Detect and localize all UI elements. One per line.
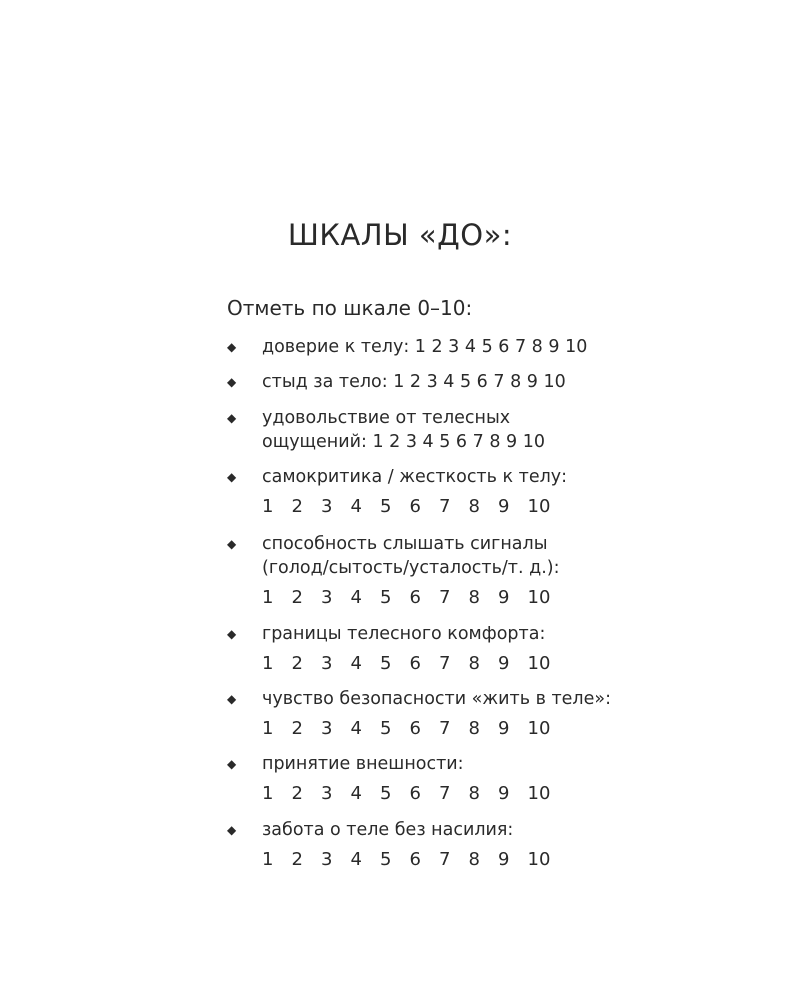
bullet-icon: ◆ xyxy=(227,470,237,484)
item-label-line: стыд за тело: 1 2 3 4 5 6 7 8 9 10 xyxy=(262,372,566,392)
scale-number: 8 xyxy=(468,718,480,739)
scale-number: 10 xyxy=(527,587,551,608)
scale-number: 1 xyxy=(262,653,274,674)
bullet-icon: ◆ xyxy=(227,823,237,837)
item-label xyxy=(262,622,632,646)
scale-number: 3 xyxy=(321,718,333,739)
scale-number: 5 xyxy=(380,653,392,674)
rating-scale xyxy=(262,848,557,872)
item-label xyxy=(262,818,632,842)
scale-number: 6 xyxy=(409,587,421,608)
bullet-icon: ◆ xyxy=(227,757,237,771)
scale-number: 6 xyxy=(409,783,421,804)
scale-number: 4 xyxy=(350,587,362,608)
scale-number: 7 xyxy=(439,496,451,517)
scale-number: 7 xyxy=(439,849,451,870)
scale-number: 5 xyxy=(380,496,392,517)
scale-number: 4 xyxy=(350,496,362,517)
scale-number: 10 xyxy=(527,783,551,804)
item-label-line: самокритика / жесткость к телу: xyxy=(262,467,568,487)
scale-number: 3 xyxy=(321,849,333,870)
item-label-line: доверие к телу: 1 2 3 4 5 6 7 8 9 10 xyxy=(262,337,588,357)
scale-number: 2 xyxy=(291,783,303,804)
scale-number: 1 xyxy=(262,718,274,739)
scale-number: 1 xyxy=(262,587,274,608)
scale-number: 5 xyxy=(380,849,392,870)
scale-number: 9 xyxy=(498,587,510,608)
scale-number: 10 xyxy=(527,496,551,517)
rating-scale xyxy=(262,652,557,676)
intro-text: Отметь по шкале 0–10: xyxy=(227,296,473,320)
scale-number: 10 xyxy=(527,653,551,674)
scale-number: 8 xyxy=(468,587,480,608)
scale-number: 3 xyxy=(321,783,333,804)
item-label xyxy=(262,687,632,711)
scale-number: 7 xyxy=(439,587,451,608)
scale-number: 5 xyxy=(380,587,392,608)
scale-number: 5 xyxy=(380,718,392,739)
item-label-line: удовольствие от телесных xyxy=(262,408,511,428)
item-label xyxy=(262,752,632,776)
scale-number: 7 xyxy=(439,653,451,674)
rating-scale xyxy=(262,495,557,519)
scale-number: 1 xyxy=(262,783,274,804)
scale-number: 6 xyxy=(409,849,421,870)
scale-number: 7 xyxy=(439,783,451,804)
scale-number: 5 xyxy=(380,783,392,804)
item-label xyxy=(262,465,632,489)
item-label xyxy=(262,532,632,580)
scale-number: 3 xyxy=(321,587,333,608)
scale-number: 10 xyxy=(527,849,551,870)
item-label xyxy=(262,406,632,454)
scale-number: 2 xyxy=(291,587,303,608)
scale-number: 6 xyxy=(409,653,421,674)
scale-number: 10 xyxy=(527,718,551,739)
scale-number: 8 xyxy=(468,849,480,870)
scale-number: 1 xyxy=(262,849,274,870)
scale-number: 2 xyxy=(291,653,303,674)
scale-number: 8 xyxy=(468,783,480,804)
item-label xyxy=(262,370,632,394)
scale-number: 6 xyxy=(409,718,421,739)
bullet-icon: ◆ xyxy=(227,537,237,551)
item-label xyxy=(262,335,632,359)
item-label-line: забота о теле без насилия: xyxy=(262,820,514,840)
rating-scale xyxy=(262,586,557,610)
scale-number: 8 xyxy=(468,653,480,674)
scale-number: 9 xyxy=(498,783,510,804)
item-label-line: (голод/сытость/усталость/т. д.): xyxy=(262,558,560,578)
scale-number: 9 xyxy=(498,718,510,739)
item-label-line: принятие внешности: xyxy=(262,754,464,774)
rating-scale xyxy=(262,782,557,806)
item-label-line: способность слышать сигналы xyxy=(262,534,548,554)
item-label-line: ощущений: 1 2 3 4 5 6 7 8 9 10 xyxy=(262,432,545,452)
scale-number: 8 xyxy=(468,496,480,517)
bullet-icon: ◆ xyxy=(227,411,237,425)
scale-number: 9 xyxy=(498,849,510,870)
scale-number: 4 xyxy=(350,783,362,804)
scale-number: 2 xyxy=(291,496,303,517)
scale-number: 3 xyxy=(321,653,333,674)
rating-scale xyxy=(262,717,557,741)
page-title: ШКАЛЫ «ДО»: xyxy=(287,218,513,252)
scale-number: 3 xyxy=(321,496,333,517)
bullet-icon: ◆ xyxy=(227,627,237,641)
scale-number: 2 xyxy=(291,718,303,739)
item-label-line: границы телесного комфорта: xyxy=(262,624,546,644)
scale-number: 4 xyxy=(350,718,362,739)
scale-number: 9 xyxy=(498,496,510,517)
item-label-line: чувство безопасности «жить в теле»: xyxy=(262,689,611,709)
scale-number: 6 xyxy=(409,496,421,517)
bullet-icon: ◆ xyxy=(227,340,237,354)
scale-number: 7 xyxy=(439,718,451,739)
scale-number: 4 xyxy=(350,849,362,870)
scale-number: 1 xyxy=(262,496,274,517)
scale-number: 9 xyxy=(498,653,510,674)
scale-number: 2 xyxy=(291,849,303,870)
scale-number: 4 xyxy=(350,653,362,674)
bullet-icon: ◆ xyxy=(227,692,237,706)
bullet-icon: ◆ xyxy=(227,375,237,389)
